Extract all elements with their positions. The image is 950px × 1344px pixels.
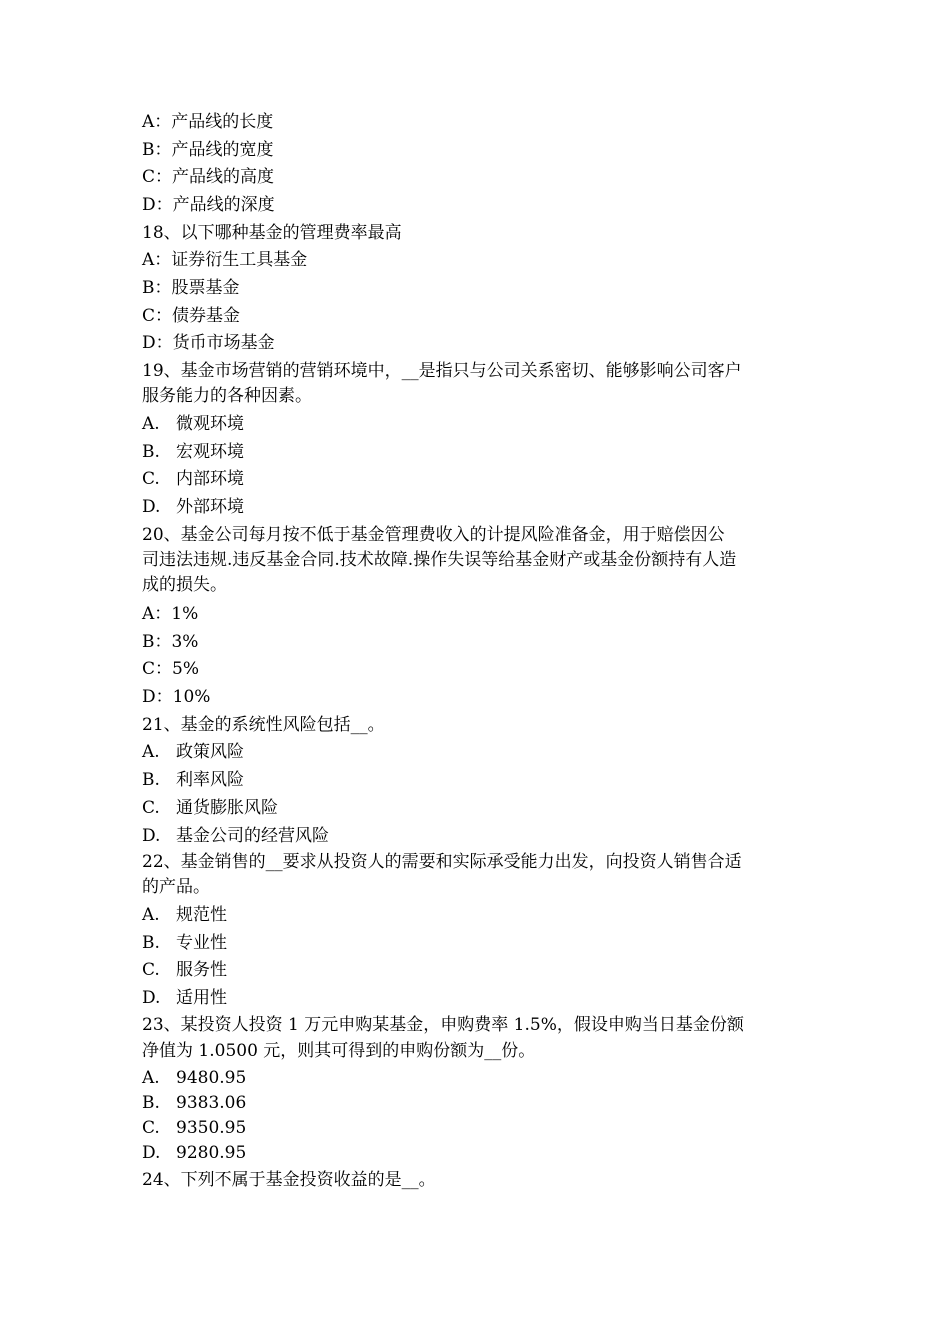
option-letter: B. [142, 770, 160, 790]
option-line [142, 1117, 814, 1139]
option-text: A：1% [142, 604, 199, 624]
option-line [142, 686, 814, 708]
option-line [142, 959, 814, 981]
option-line [142, 277, 814, 299]
question-text: 的产品。 [142, 877, 210, 897]
option-line [142, 194, 814, 216]
option-letter: A. [142, 414, 160, 434]
option-line [142, 305, 814, 327]
option-line [142, 332, 814, 354]
option-text: B：产品线的宽度 [142, 140, 274, 160]
question-text: 23、某投资人投资 1 万元申购某基金，申购费率 1.5%，假设申购当日基金份额 [142, 1015, 744, 1035]
question-text: 司违法违规.违反基金合同.技术故障.操作失误等给基金财产或基金份额持有人造 [142, 550, 737, 570]
option-text: A：产品线的长度 [142, 112, 274, 132]
question-text: 服务能力的各种因素。 [142, 386, 312, 406]
question-line [142, 524, 814, 546]
option-text: 9383.06 [176, 1093, 247, 1113]
question-line [142, 1169, 814, 1191]
option-line [142, 166, 814, 188]
option-line [142, 1067, 814, 1089]
option-text: 通货膨胀风险 [176, 798, 278, 818]
option-text: 外部环境 [176, 497, 244, 517]
option-text: C：债券基金 [142, 306, 241, 326]
option-text: 适用性 [176, 988, 227, 1008]
question-line [142, 876, 814, 898]
option-letter: A. [142, 905, 160, 925]
option-text: D：货币市场基金 [142, 333, 275, 353]
option-letter: C. [142, 1118, 160, 1138]
option-letter: B. [142, 442, 160, 462]
option-line [142, 797, 814, 819]
option-text: 利率风险 [176, 770, 244, 790]
question-line [142, 714, 814, 736]
question-text: 20、基金公司每月按不低于基金管理费收入的计提风险准备金，用于赔偿因公 [142, 525, 725, 545]
question-line [142, 385, 814, 407]
option-line [142, 741, 814, 763]
option-line [142, 468, 814, 490]
option-line [142, 249, 814, 271]
option-line [142, 904, 814, 926]
option-letter: D. [142, 1143, 161, 1163]
option-line [142, 932, 814, 954]
question-line [142, 1014, 814, 1036]
question-line [142, 1040, 814, 1062]
option-letter: B. [142, 1093, 160, 1113]
option-text: C：产品线的高度 [142, 167, 275, 187]
option-line [142, 413, 814, 435]
question-line [142, 574, 814, 596]
option-letter: A. [142, 1068, 160, 1088]
option-letter: C. [142, 469, 160, 489]
option-letter: A. [142, 742, 160, 762]
option-line [142, 139, 814, 161]
option-text: C：5% [142, 659, 199, 679]
option-line [142, 769, 814, 791]
question-text: 21、基金的系统性风险包括__。 [142, 715, 385, 735]
option-text: 规范性 [176, 905, 227, 925]
option-text: A：证券衍生工具基金 [142, 250, 308, 270]
option-letter: C. [142, 960, 160, 980]
option-text: B：股票基金 [142, 278, 240, 298]
option-text: 内部环境 [176, 469, 244, 489]
option-line [142, 1092, 814, 1114]
option-text: D：产品线的深度 [142, 195, 275, 215]
option-text: 微观环境 [176, 414, 244, 434]
option-line [142, 631, 814, 653]
option-line [142, 1142, 814, 1164]
question-line [142, 222, 814, 244]
option-line [142, 111, 814, 133]
option-line [142, 603, 814, 625]
question-line [142, 549, 814, 571]
option-line [142, 825, 814, 847]
question-text: 成的损失。 [142, 575, 227, 595]
option-text: 服务性 [176, 960, 227, 980]
option-text: 宏观环境 [176, 442, 244, 462]
question-line [142, 360, 814, 382]
question-text: 19、基金市场营销的营销环境中，__是指只与公司关系密切、能够影响公司客户 [142, 361, 742, 381]
question-text: 净值为 1.0500 元，则其可得到的申购份额为__份。 [142, 1041, 536, 1061]
option-line [142, 496, 814, 518]
question-text: 24、下列不属于基金投资收益的是__。 [142, 1170, 436, 1190]
option-text: 9350.95 [176, 1118, 247, 1138]
option-letter: D. [142, 497, 161, 517]
option-text: B：3% [142, 632, 199, 652]
question-line [142, 851, 814, 873]
option-letter: C. [142, 798, 160, 818]
option-letter: B. [142, 933, 160, 953]
option-text: 专业性 [176, 933, 227, 953]
option-line [142, 441, 814, 463]
option-text: 9480.95 [176, 1068, 247, 1088]
option-letter: D. [142, 826, 161, 846]
question-text: 18、以下哪种基金的管理费率最高 [142, 223, 402, 243]
option-text: 9280.95 [176, 1143, 247, 1163]
option-line [142, 987, 814, 1009]
option-text: D：10% [142, 687, 211, 707]
option-line [142, 658, 814, 680]
option-text: 政策风险 [176, 742, 244, 762]
option-letter: D. [142, 988, 161, 1008]
option-text: 基金公司的经营风险 [176, 826, 329, 846]
question-text: 22、基金销售的__要求从投资人的需要和实际承受能力出发，向投资人销售合适 [142, 852, 742, 872]
